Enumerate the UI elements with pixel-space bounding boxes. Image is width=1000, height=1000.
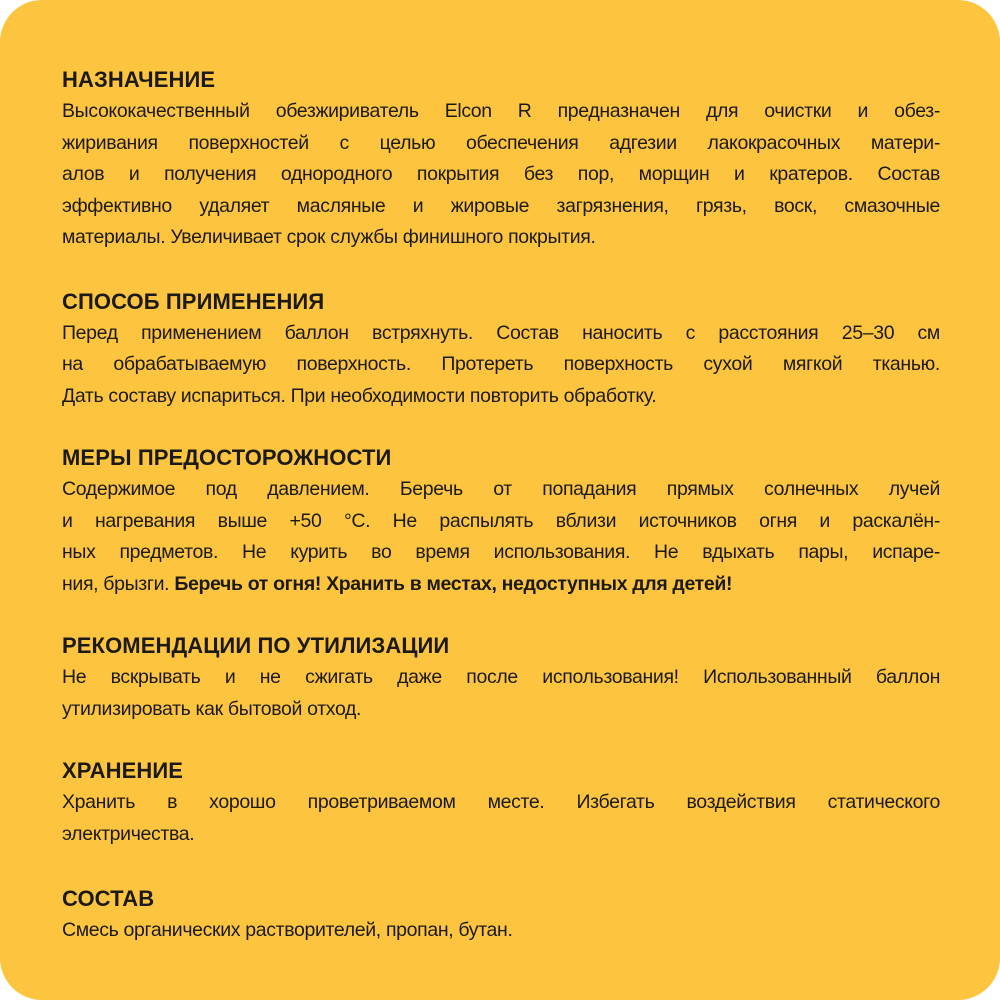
body-line: на обрабатываемую поверхность. Протереть поверхность сухой мягкой тканью. [62, 353, 940, 375]
section-precautions [62, 442, 940, 600]
section-title: СПОСОБ ПРИМЕНЕНИЯ [62, 288, 325, 314]
section-body [62, 787, 940, 850]
section-purpose [62, 64, 940, 254]
body-line: Смесь органических растворителей, пропан, бутан. [62, 919, 513, 941]
section-composition [62, 883, 940, 947]
body-line: утилизировать как бытовой отход. [62, 697, 362, 720]
section-body [62, 662, 940, 725]
body-line: эффективно удаляет масляные и жировые загрязнения, грязь, воск, смазочные [62, 194, 940, 217]
body-line: алов и получения однородного покрытия без пор, морщин и кратеров. Состав [62, 163, 940, 185]
section-title: РЕКОМЕНДАЦИИ ПО УТИЛИЗАЦИИ [62, 633, 450, 658]
body-line: ных предметов. Не курить во время использования. Не вдыхать пары, испаре- [62, 541, 940, 563]
section-disposal [62, 630, 940, 725]
body-line: Не вскрывать и не сжигать даже после использования! Использованный баллон [62, 666, 940, 688]
section-body [62, 96, 940, 254]
section-storage [62, 755, 940, 850]
body-line: Содержимое под давлением. Беречь от попадания прямых солнечных лучей [62, 478, 940, 500]
section-application [62, 286, 940, 413]
warning-text: Беречь от огня! Хранить в местах, недоступных для детей! [174, 572, 733, 595]
body-line: Хранить в хорошо проветриваемом месте. Избегать воздействия статического [62, 791, 940, 813]
body-line: и нагревания выше +50 °С. Не распылять вблизи источников огня и раскалён- [62, 509, 940, 532]
body-line: Перед применением баллон встряхнуть. Состав наносить с расстояния 25–30 см [62, 321, 940, 344]
section-title: МЕРЫ ПРЕДОСТОРОЖНОСТИ [62, 445, 392, 470]
body-line: жиривания поверхностей с целью обеспечения адгезии лакокрасочных матери- [62, 131, 940, 154]
section-title: СОСТАВ [62, 886, 155, 911]
body-line: электричества. [62, 822, 195, 845]
body-line: Высококачественный обезжириватель Elcon R предназначен для очистки и обез- [62, 100, 940, 122]
section-body [62, 915, 940, 947]
section-body [62, 474, 940, 600]
section-title: ХРАНЕНИЕ [62, 758, 184, 783]
section-title: НАЗНАЧЕНИЕ [62, 67, 216, 92]
body-text: ния, брызги. [62, 572, 170, 595]
body-line [62, 569, 940, 601]
section-body [62, 318, 940, 413]
body-line: Дать составу испариться. При необходимости повторить обработку. [62, 384, 657, 407]
body-line: материалы. Увеличивает срок службы финишного покрытия. [62, 226, 596, 248]
